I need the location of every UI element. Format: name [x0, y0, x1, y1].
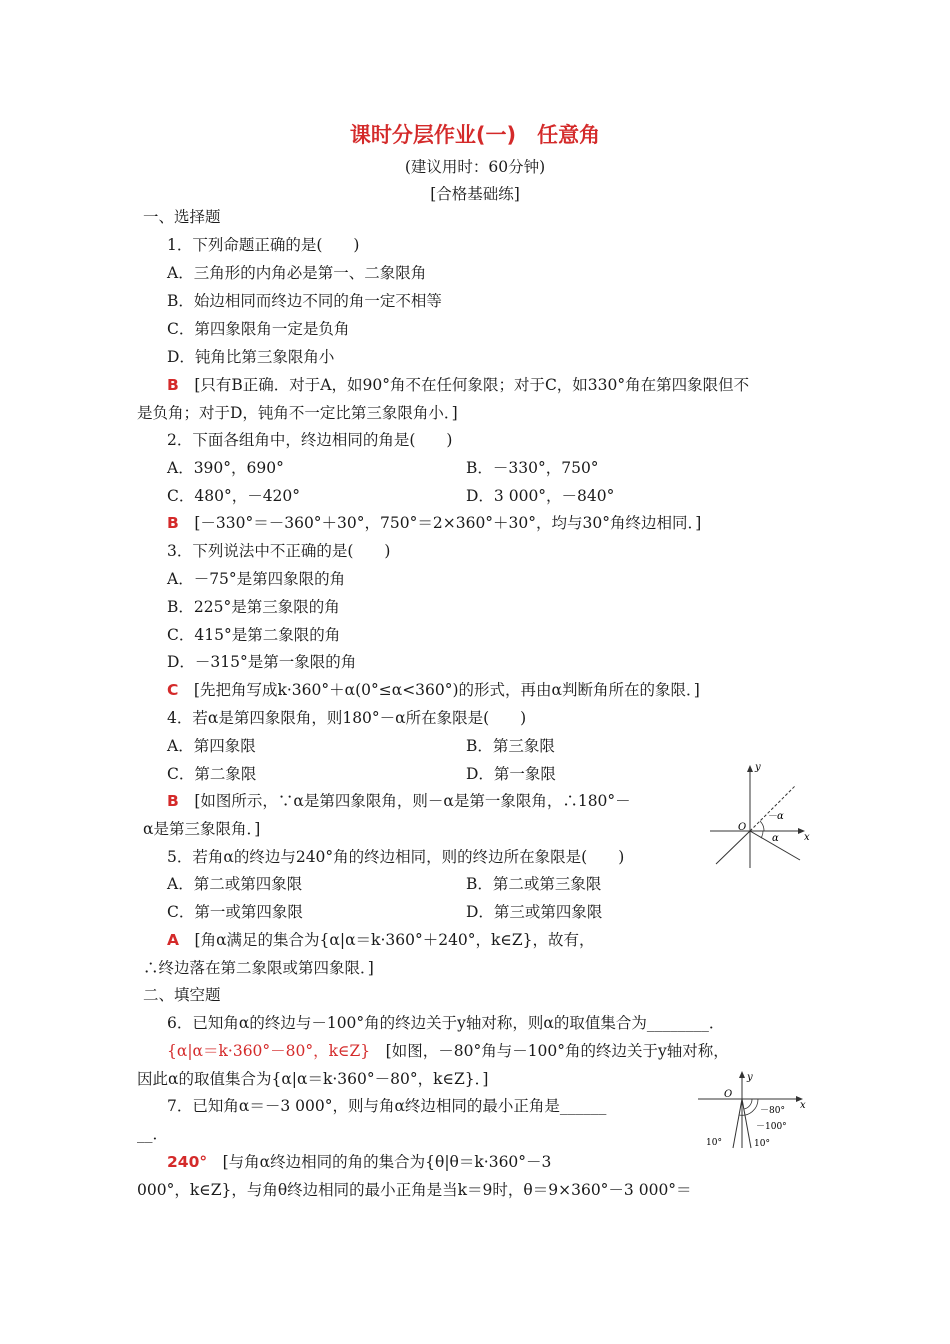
- q4-stem: 4．若α是第四象限角，则180°－α所在象限是( ): [167, 709, 527, 727]
- q4-alpha-label: α: [772, 833, 779, 844]
- q6-ray-neg100: [733, 1099, 742, 1148]
- q6-explanation-line1: [如图，－80°角与－100°角的终边关于y轴对称，: [385, 1042, 729, 1060]
- q7-explanation-line1: [与角α终边相同的角的集合为{θ|θ＝k·360°－3: [222, 1153, 552, 1171]
- q1-stem: 1．下列命题正确的是( ): [167, 236, 360, 254]
- q7-stem: 7．已知角α＝－3 000°，则与角α终边相同的最小正角是______: [167, 1097, 607, 1115]
- q5-option-d: D．第三或第四象限: [466, 903, 603, 921]
- q5-option-b: B．第二或第三象限: [466, 875, 602, 893]
- section-choice-heading: 一、选择题: [143, 208, 221, 226]
- q4-x-label: x: [804, 832, 810, 843]
- q1-explanation: [167, 375, 749, 395]
- q4-y-arrow-icon: [747, 765, 753, 772]
- q3-stem: 3．下列说法中不正确的是( ): [167, 542, 391, 560]
- q2-option-b: B．－330°，750°: [466, 459, 599, 477]
- q2-option-c: C．480°，－420°: [167, 487, 301, 505]
- q3-option-a: A．－75°是第四象限的角: [167, 570, 346, 588]
- q4-arc-neg-alpha: [760, 821, 764, 831]
- q7-stem-continued: __．: [137, 1125, 169, 1143]
- q3-option-d: D．－315°是第一象限的角: [167, 653, 357, 671]
- q1-option-d: D．钝角比第三象限角小: [167, 348, 335, 366]
- q6-y-label: y: [747, 1072, 753, 1083]
- q3-answer: C: [167, 681, 179, 699]
- q6-y-arrow-icon: [739, 1071, 745, 1078]
- q6-explanation-line2: 因此α的取值集合为{α|α＝k·360°－80°，k∈Z}．]: [137, 1070, 489, 1088]
- q4-option-a: A．第四象限: [167, 737, 256, 755]
- q6-answer: {α|α＝k·360°－80°，k∈Z}: [167, 1042, 371, 1060]
- level-heading: [合格基础练]: [430, 185, 520, 203]
- q4-neg-alpha-label: －α: [767, 811, 784, 822]
- q6-neg100-label: －100°: [756, 1122, 787, 1132]
- q4-y-label: y: [755, 762, 761, 773]
- q4-option-c: C．第二象限: [167, 765, 257, 783]
- q4-explanation-line2: α是第三象限角．]: [143, 820, 261, 838]
- q2-stem: 2．下面各组角中，终边相同的角是( ): [167, 431, 453, 449]
- q5-option-c: C．第一或第四象限: [167, 903, 303, 921]
- q7-explanation-line2: 000°，k∈Z}，与角θ终边相同的最小正角是当k＝9时，θ＝9×360°－3 000°＝: [137, 1181, 692, 1199]
- q5-stem: 5．若角α的终边与240°角的终边相同，则的终边所在象限是( ): [167, 848, 625, 866]
- q6-ray-neg80: [742, 1099, 751, 1148]
- q1-explanation-line2: 是负角；对于D，钝角不一定比第三象限角小．]: [137, 404, 458, 422]
- q6-explanation: [167, 1041, 729, 1061]
- q4-arc-alpha: [761, 831, 763, 838]
- q6-arc-neg80: [744, 1099, 752, 1109]
- q6-angle-figure: [696, 1068, 808, 1150]
- q6-origin-label: O: [724, 1089, 733, 1100]
- page-title: 课时分层作业(一) 任意角: [349, 123, 601, 147]
- q1-explanation-line1: [只有B正确．对于A，如90°角不在任何象限；对于C，如330°角在第四象限但不: [194, 376, 750, 394]
- q4-neg-alpha-ray: [750, 785, 796, 831]
- q2-option-a: A．390°，690°: [167, 459, 284, 477]
- q1-option-c: C．第四象限角一定是负角: [167, 320, 350, 338]
- q1-answer: B: [167, 376, 179, 394]
- q2-explanation: [167, 513, 701, 533]
- q3-explanation: [167, 680, 700, 700]
- q7-answer: 240°: [167, 1153, 208, 1171]
- q5-explanation-line2: ∴终边落在第二象限或第四象限．]: [143, 959, 374, 977]
- q3-option-c: C．415°是第二象限的角: [167, 626, 341, 644]
- q5-explanation: [167, 930, 595, 950]
- q2-answer: B: [167, 514, 179, 532]
- q2-explanation-line1: [－330°＝－360°＋30°，750°＝2×360°＋30°，均与30°角终边相同．]: [194, 514, 702, 532]
- q4-explanation-line1: [如图所示，∵α是第四象限角，则－α是第一象限角，∴180°－: [194, 792, 631, 810]
- q4-origin-label: O: [738, 822, 747, 833]
- q4-answer: B: [167, 792, 179, 810]
- q4-result-ray: [716, 831, 750, 864]
- q1-option-b: B．始边相同而终边不同的角一定不相等: [167, 292, 442, 310]
- q6-left-10deg-label: 10°: [706, 1138, 722, 1148]
- q3-explanation-line1: [先把角写成k·360°＋α(0°≤α<360°)的形式，再由α判断角所在的象限．]: [193, 681, 700, 699]
- q4-option-b: B．第三象限: [466, 737, 555, 755]
- q4-angle-figure: [706, 760, 816, 870]
- q5-answer: A: [167, 931, 179, 949]
- q6-right-10deg-label: 10°: [754, 1139, 770, 1149]
- q2-option-d: D．3 000°，－840°: [466, 487, 615, 505]
- suggested-time: (建议用时：60分钟): [404, 158, 546, 176]
- q7-explanation: [167, 1152, 551, 1172]
- q4-option-d: D．第一象限: [466, 765, 556, 783]
- q3-option-b: B．225°是第三象限的角: [167, 598, 340, 616]
- q6-stem: 6．已知角α的终边与－100°角的终边关于y轴对称，则α的取值集合为________．: [167, 1014, 725, 1032]
- section-fill-heading: 二、填空题: [143, 986, 221, 1004]
- q6-x-label: x: [800, 1100, 806, 1111]
- q4-explanation: [167, 791, 631, 811]
- q6-neg80-label: －80°: [760, 1106, 785, 1116]
- q5-explanation-line1: [角α满足的集合为{α|α＝k·360°＋240°，k∈Z}，故有，: [194, 931, 595, 949]
- q5-option-a: A．第二或第四象限: [167, 875, 303, 893]
- q1-option-a: A．三角形的内角必是第一、二象限角: [167, 264, 427, 282]
